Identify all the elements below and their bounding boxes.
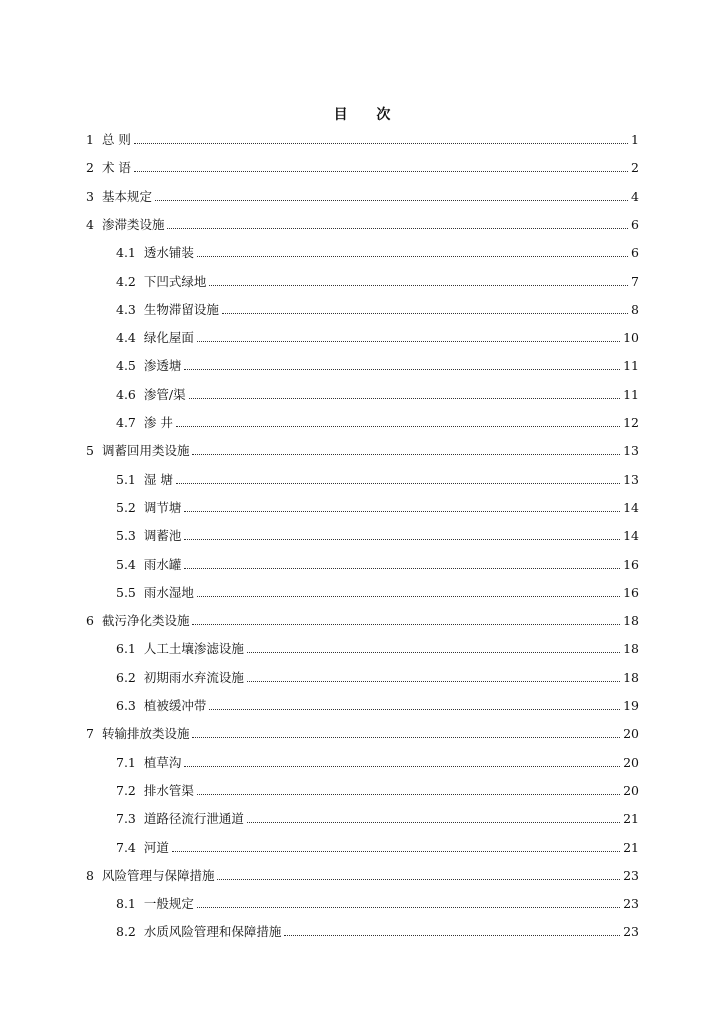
toc-dot-leader (189, 397, 620, 399)
toc-dot-leader (192, 736, 620, 738)
toc-section-entry[interactable] (116, 637, 639, 657)
toc-section-entry[interactable] (116, 666, 639, 686)
toc-entry-number: 7.2 (116, 782, 136, 798)
toc-entry-label: 初期雨水弃流设施 (143, 669, 244, 685)
toc-dot-leader (172, 850, 620, 852)
toc-dot-leader (209, 284, 628, 286)
toc-entry-label: 湿 塘 (143, 471, 173, 487)
toc-entry-number: 5 (86, 443, 94, 459)
toc-title: 目 次 (333, 107, 403, 123)
toc-entry-number: 7.3 (116, 811, 136, 827)
toc-dot-leader (197, 906, 620, 908)
toc-entry-number: 5.2 (116, 499, 136, 515)
toc-chapter-entry[interactable] (86, 213, 639, 233)
toc-chapter-entry[interactable] (86, 722, 639, 742)
toc-page-number: 23 (623, 896, 639, 912)
toc-section-entry[interactable] (116, 241, 639, 261)
toc-page-number: 16 (623, 584, 639, 600)
toc-section-entry[interactable] (116, 920, 639, 940)
toc-chapter-entry[interactable] (86, 156, 639, 176)
toc-page-number: 23 (623, 867, 639, 883)
toc-entry-number: 4.6 (116, 386, 136, 402)
toc-dot-leader (184, 368, 620, 370)
toc-section-entry[interactable] (116, 807, 639, 827)
toc-entry-number: 8 (86, 867, 94, 883)
toc-entry-label: 调节塘 (143, 499, 182, 515)
toc-section-entry[interactable] (116, 553, 639, 573)
toc-entry-label: 截污净化类设施 (101, 613, 190, 629)
toc-section-entry[interactable] (116, 298, 639, 318)
toc-entry-number: 5.5 (116, 584, 136, 600)
toc-dot-leader (176, 482, 620, 484)
toc-page-number: 23 (623, 924, 639, 940)
toc-entry-label: 基本规定 (101, 188, 152, 204)
toc-dot-leader (247, 680, 620, 682)
toc-section-entry[interactable] (116, 581, 639, 601)
toc-dot-leader (284, 934, 620, 936)
toc-section-entry[interactable] (116, 411, 639, 431)
toc-page-number: 16 (623, 556, 639, 572)
toc-dot-leader (184, 567, 620, 569)
toc-section-entry[interactable] (116, 270, 639, 290)
toc-entry-label: 植被缓冲带 (143, 698, 207, 713)
toc-dot-leader (192, 623, 620, 625)
toc-page-number: 20 (623, 782, 639, 798)
toc-entry-number: 4.1 (116, 245, 136, 261)
toc-dot-leader (209, 708, 620, 710)
toc-section-entry[interactable] (116, 892, 639, 912)
toc-entry-label: 排水管渠 (143, 782, 194, 798)
toc-entry-number: 8.1 (116, 896, 136, 912)
toc-dot-leader (197, 793, 620, 795)
toc-dot-leader (192, 453, 620, 455)
toc-entry-label: 植草沟 (143, 754, 182, 770)
toc-entry-label: 调蓄池 (143, 528, 182, 544)
toc-dot-leader (167, 227, 628, 229)
toc-entry-number: 7.1 (116, 754, 136, 770)
toc-entry-label: 一般规定 (143, 896, 194, 912)
toc-entry-number: 5.1 (116, 471, 136, 487)
toc-dot-leader (184, 538, 620, 540)
toc-dot-leader (197, 340, 620, 342)
toc-dot-leader (247, 821, 620, 823)
toc-page-number: 18 (623, 613, 639, 629)
toc-entry-label: 总 则 (101, 132, 131, 147)
toc-entry-label: 透水铺装 (143, 245, 194, 261)
toc-dot-leader (197, 595, 620, 597)
toc-page-number: 21 (623, 811, 639, 827)
toc-entry-label: 渗透塘 (143, 358, 182, 374)
toc-entry-label: 渗滞类设施 (101, 216, 165, 232)
toc-entry-label: 风险管理与保障措施 (101, 867, 215, 883)
toc-section-entry[interactable] (116, 524, 639, 544)
toc-page-number: 4 (631, 188, 639, 204)
toc-entry-number: 4 (86, 216, 94, 232)
toc-page-number: 7 (631, 273, 639, 289)
toc-section-entry[interactable] (116, 751, 639, 771)
toc-section-entry[interactable] (116, 496, 639, 516)
toc-section-entry[interactable] (116, 694, 639, 714)
toc-page-number: 6 (631, 216, 639, 232)
toc-entry-number: 6.3 (116, 698, 136, 713)
toc-chapter-entry[interactable] (86, 128, 639, 148)
toc-page-number: 18 (623, 641, 639, 657)
toc-dot-leader (222, 312, 628, 314)
toc-section-entry[interactable] (116, 468, 639, 488)
toc-entry-number: 7.4 (116, 839, 136, 855)
toc-entry-label: 河道 (143, 839, 169, 855)
toc-section-entry[interactable] (116, 383, 639, 403)
toc-chapter-entry[interactable] (86, 185, 639, 205)
toc-page-number: 11 (623, 358, 639, 374)
toc-entry-label: 下凹式绿地 (143, 273, 207, 289)
toc-section-entry[interactable] (116, 326, 639, 346)
toc-entry-label: 调蓄回用类设施 (101, 443, 190, 459)
toc-page-number: 14 (623, 499, 639, 515)
toc-dot-leader (176, 425, 620, 427)
toc-dot-leader (134, 142, 628, 144)
toc-entry-label: 术 语 (101, 160, 131, 176)
toc-section-entry[interactable] (116, 779, 639, 799)
toc-entry-number: 6.1 (116, 641, 136, 657)
toc-entry-number: 4.2 (116, 273, 136, 289)
toc-section-entry[interactable] (116, 354, 639, 374)
toc-entry-number: 4.7 (116, 415, 136, 430)
toc-section-entry[interactable] (116, 836, 639, 856)
toc-chapter-entry[interactable] (86, 439, 639, 459)
toc-entry-number: 5.4 (116, 556, 136, 572)
toc-dot-leader (217, 878, 620, 880)
toc-entry-number: 4.5 (116, 358, 136, 374)
toc-entry-label: 渗 井 (143, 415, 173, 430)
toc-page-number: 20 (623, 726, 639, 742)
toc-chapter-entry[interactable] (86, 609, 639, 629)
toc-entry-number: 7 (86, 726, 94, 742)
toc-entry-number: 1 (86, 132, 94, 147)
toc-entry-number: 6.2 (116, 669, 136, 685)
toc-dot-leader (134, 170, 628, 172)
toc-dot-leader (197, 255, 628, 257)
toc-entry-number: 8.2 (116, 924, 136, 940)
toc-page-number: 6 (631, 245, 639, 261)
toc-entry-label: 雨水罐 (143, 556, 182, 572)
toc-dot-leader (155, 199, 628, 201)
toc-entry-label: 生物滞留设施 (143, 301, 219, 317)
toc-page-number: 1 (631, 132, 639, 147)
toc-page-number: 19 (623, 698, 639, 713)
toc-entry-number: 5.3 (116, 528, 136, 544)
toc-entry-number: 4.4 (116, 330, 136, 346)
toc-page-number: 18 (623, 669, 639, 685)
toc-entry-label: 转输排放类设施 (101, 726, 190, 742)
toc-page-number: 10 (623, 330, 639, 346)
toc-entry-number: 4.3 (116, 301, 136, 317)
toc-page-number: 8 (631, 301, 639, 317)
toc-dot-leader (184, 765, 620, 767)
toc-page-number: 13 (623, 471, 639, 487)
toc-page-number: 21 (623, 839, 639, 855)
toc-entry-number: 2 (86, 160, 94, 176)
toc-page-number: 13 (623, 443, 639, 459)
toc-entry-label: 雨水湿地 (143, 584, 194, 600)
toc-dot-leader (247, 651, 620, 653)
toc-dot-leader (184, 510, 620, 512)
toc-entry-number: 3 (86, 188, 94, 204)
toc-entry-label: 水质风险管理和保障措施 (143, 924, 282, 940)
toc-page-number: 14 (623, 528, 639, 544)
toc-entry-label: 人工土壤渗滤设施 (143, 641, 244, 657)
toc-page-number: 11 (623, 386, 639, 402)
toc-entry-number: 6 (86, 613, 94, 629)
toc-entry-label: 道路径流行泄通道 (143, 811, 244, 827)
toc-entry-label: 绿化屋面 (143, 330, 194, 346)
toc-page-number: 2 (631, 160, 639, 176)
toc-page-number: 20 (623, 754, 639, 770)
toc-entry-label: 渗管/渠 (143, 386, 186, 402)
toc-chapter-entry[interactable] (86, 864, 639, 884)
toc-page-number: 12 (623, 415, 639, 430)
